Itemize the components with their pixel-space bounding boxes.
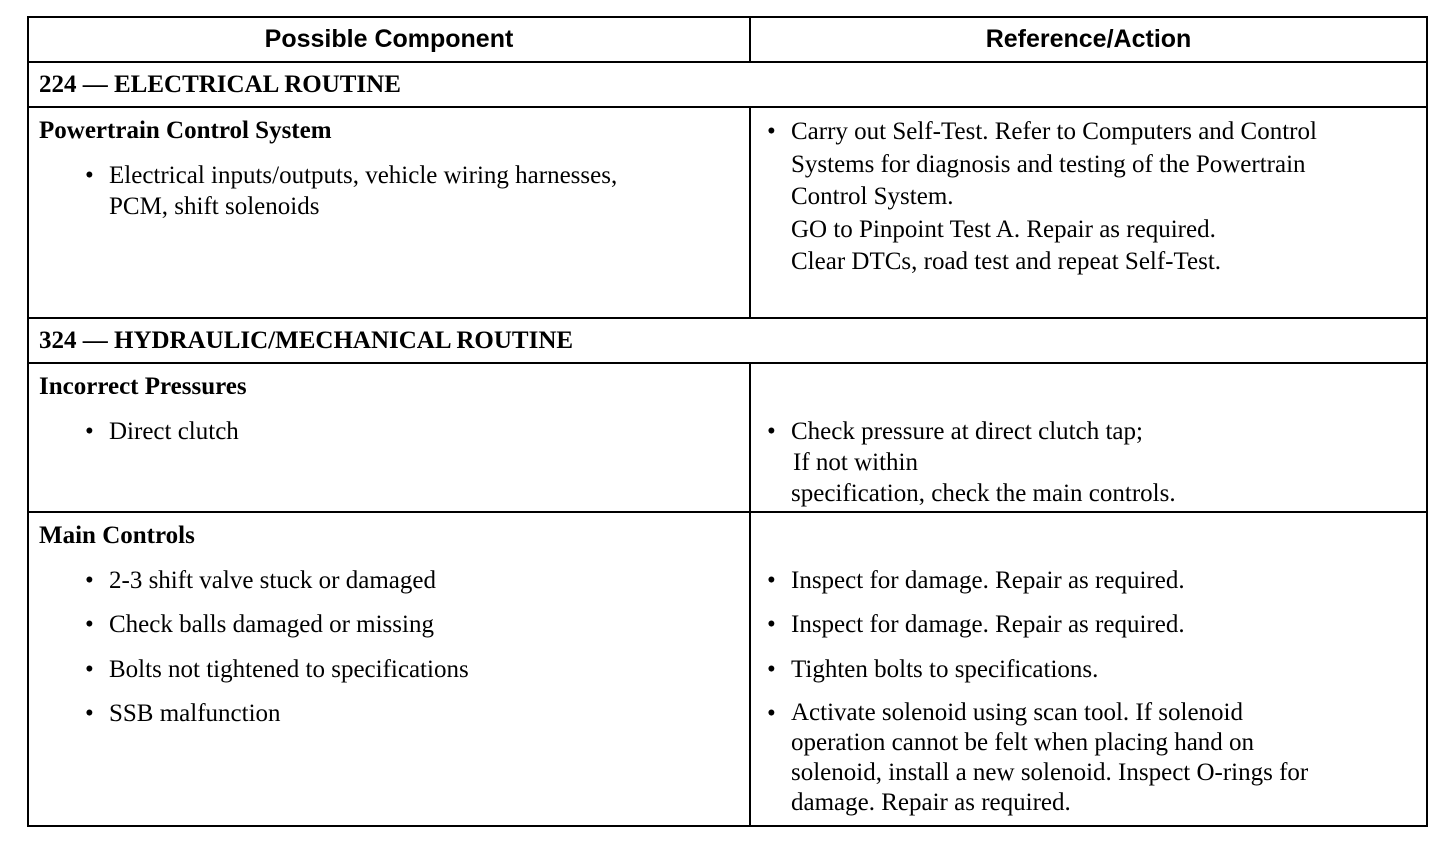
table-row: Main Controls • 2-3 shift valve stuck or damaged • Check balls damaged or missing • Bolts not tightened to specifications • SSB malfunction • Inspect for damage. Repair as required. • Inspect for damage. Repair as required. • Tighten bolts to specifications. • Activate solenoid using scan tool. If solenoid operation cannot be felt when placing hand on solenoid, install a new solenoid. Inspect O-rings for damage. Repair as required. xyxy=(28,512,1427,826)
component-title: Powertrain Control System xyxy=(39,117,332,144)
bullet-icon: • xyxy=(85,567,94,594)
section-row-324 xyxy=(28,318,1427,363)
table-row: Incorrect Pressures • Direct clutch • Check pressure at direct clutch tap; If not within specification, check the main controls. xyxy=(28,363,1427,512)
component-title: Incorrect Pressures xyxy=(39,373,247,400)
bullet-icon: • xyxy=(767,611,776,638)
header-row xyxy=(28,17,1427,62)
bullet-icon: • xyxy=(767,567,776,594)
section-title-224: 224 — ELECTRICAL ROUTINE xyxy=(28,62,1427,107)
component-title: Main Controls xyxy=(39,522,195,549)
bullet-icon: • xyxy=(767,118,776,145)
bullet-icon: • xyxy=(767,700,776,727)
bullet-icon: • xyxy=(767,656,776,683)
bullet-icon: • xyxy=(85,611,94,638)
bullet-icon: • xyxy=(767,418,776,445)
bullet-icon: • xyxy=(85,418,94,445)
section-row-224 xyxy=(28,62,1427,107)
diagnostic-table xyxy=(27,16,1428,827)
table-row: Powertrain Control System • Electrical inputs/outputs, vehicle wiring harnesses, PCM, shift solenoids • Carry out Self-Test. Refer to Computers and Control Systems for diagnosis and testing of the Powertrain Control System. GO to Pinpoint Test A. Repair as required. Clear DTCs, road test and repeat Self-Test. xyxy=(28,107,1427,318)
bullet-icon: • xyxy=(85,656,94,683)
header-possible-component: Possible Component xyxy=(28,17,750,62)
section-title-324: 324 — HYDRAULIC/MECHANICAL ROUTINE xyxy=(28,318,1427,363)
bullet-icon: • xyxy=(85,162,94,189)
header-reference-action: Reference/Action xyxy=(750,17,1427,62)
bullet-icon: • xyxy=(85,700,94,727)
